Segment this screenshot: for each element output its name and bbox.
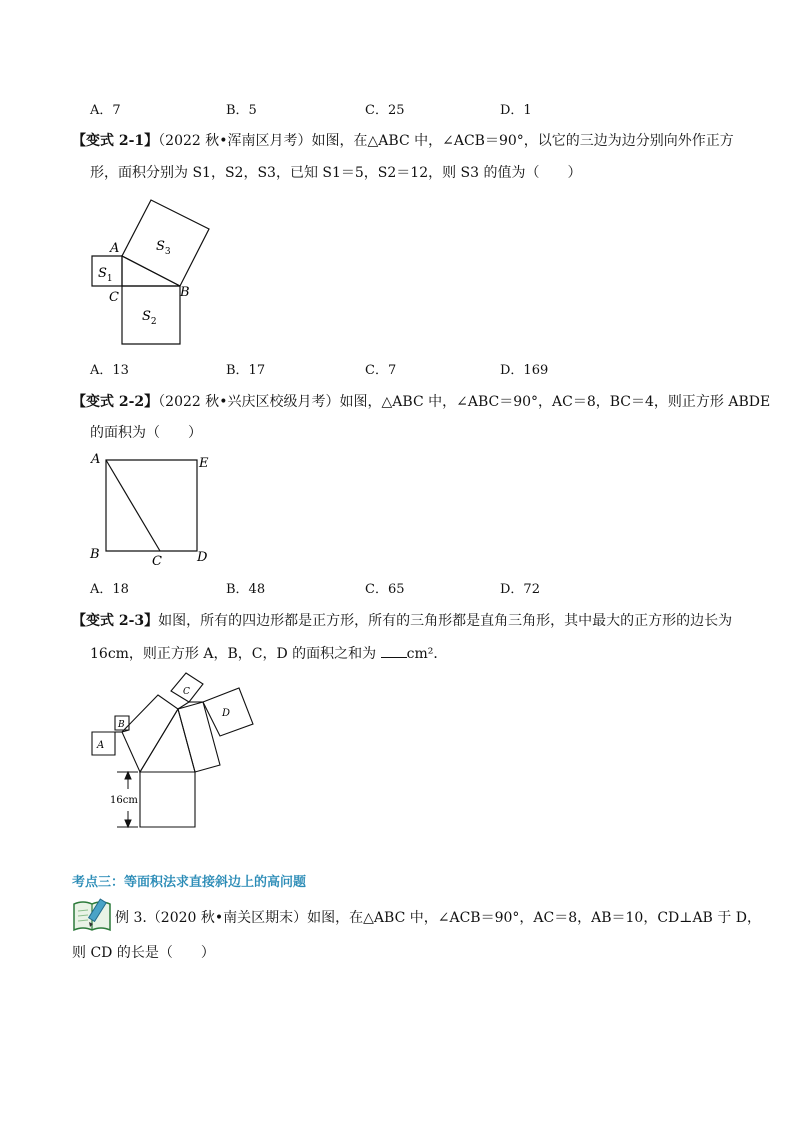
label-c: C (183, 687, 190, 697)
square-right (178, 702, 220, 772)
question-v22-line2: 的面积为（ ） (90, 425, 202, 441)
square-s3 (122, 200, 209, 286)
example3-line1 (115, 908, 761, 928)
question-v21-line2: 形，面积分别为 S1，S2，S3，已知 S1＝5，S2＝12，则 S3 的值为（ ） (90, 165, 582, 181)
option-b[interactable]: B．48 (226, 582, 266, 597)
example-label: 例 3. (115, 910, 147, 926)
question-v21-line1 (72, 131, 734, 151)
figure-v22 (85, 450, 225, 572)
option-a[interactable]: A．7 (90, 103, 121, 118)
label-a: A (97, 740, 105, 751)
question-v22-line1 (72, 392, 770, 412)
section-heading: 考点三：等面积法求直接斜边上的高问题 (72, 875, 307, 890)
question-v23-line1 (72, 611, 732, 631)
option-b[interactable]: B．5 (226, 103, 257, 118)
label-a: A (91, 452, 101, 467)
label-a: A (110, 241, 120, 256)
option-c[interactable]: C．65 (365, 582, 405, 597)
label-d: D (197, 550, 208, 565)
question-tag: 【变式 2-1】 (72, 133, 159, 149)
question-v23-line2 (90, 643, 447, 664)
notebook-pencil-icon (72, 896, 112, 934)
question-source: （2022 秋•浑南区月考） (158, 133, 312, 149)
question-source: （2020 秋•南关区期末） (146, 910, 308, 926)
option-d[interactable]: D．1 (500, 103, 532, 118)
square-s2 (122, 286, 180, 344)
label-c: C (109, 290, 119, 305)
label-length: 16cm (110, 795, 138, 806)
figure-v23 (85, 672, 265, 832)
question-text: 如图，在△ABC 中，∠ACB＝90°，以它的三边为边分别向外作正方 (311, 133, 734, 149)
option-a[interactable]: A．13 (90, 363, 129, 378)
option-d[interactable]: D．169 (500, 363, 549, 378)
question-text: 如图，所有的四边形都是正方形，所有的三角形都是直角三角形，其中最大的正方形的边长为 (158, 613, 733, 629)
figure-v21 (80, 195, 220, 345)
question-text: 16cm，则正方形 A，B，C，D 的面积之和为 (90, 646, 381, 662)
label-s3: $S_3$ (156, 239, 171, 257)
square-left (122, 695, 178, 772)
label-b: B (118, 720, 125, 730)
option-d[interactable]: D．72 (500, 582, 540, 597)
label-s2: $S_2$ (142, 309, 157, 327)
question-source: （2022 秋•兴庆区校级月考） (158, 394, 340, 410)
option-c[interactable]: C．25 (365, 103, 405, 118)
option-a[interactable]: A．18 (90, 582, 129, 597)
label-c: C (152, 554, 162, 569)
example3-line2: 则 CD 的长是（ ） (72, 945, 215, 961)
question-tag: 【变式 2-3】 (72, 613, 159, 629)
label-e: E (199, 456, 209, 471)
question-text: 如图，△ABC 中，∠ABC＝90°，AC＝8，BC＝4，则正方形 ABDE (339, 394, 771, 410)
label-b: B (90, 547, 100, 562)
big-square (140, 772, 195, 827)
question-tag: 【变式 2-2】 (72, 394, 159, 410)
option-b[interactable]: B．17 (226, 363, 266, 378)
option-c[interactable]: C．7 (365, 363, 397, 378)
question-text: 如图，在△ABC 中，∠ACB＝90°，AC＝8，AB＝10，CD⊥AB 于 D， (307, 910, 761, 926)
segment-ac (106, 460, 160, 551)
label-d: D (222, 708, 231, 719)
question-unit: cm²． (406, 646, 448, 662)
label-b: B (180, 285, 190, 300)
label-s1: $S_1$ (98, 266, 113, 284)
answer-blank[interactable] (381, 643, 407, 658)
